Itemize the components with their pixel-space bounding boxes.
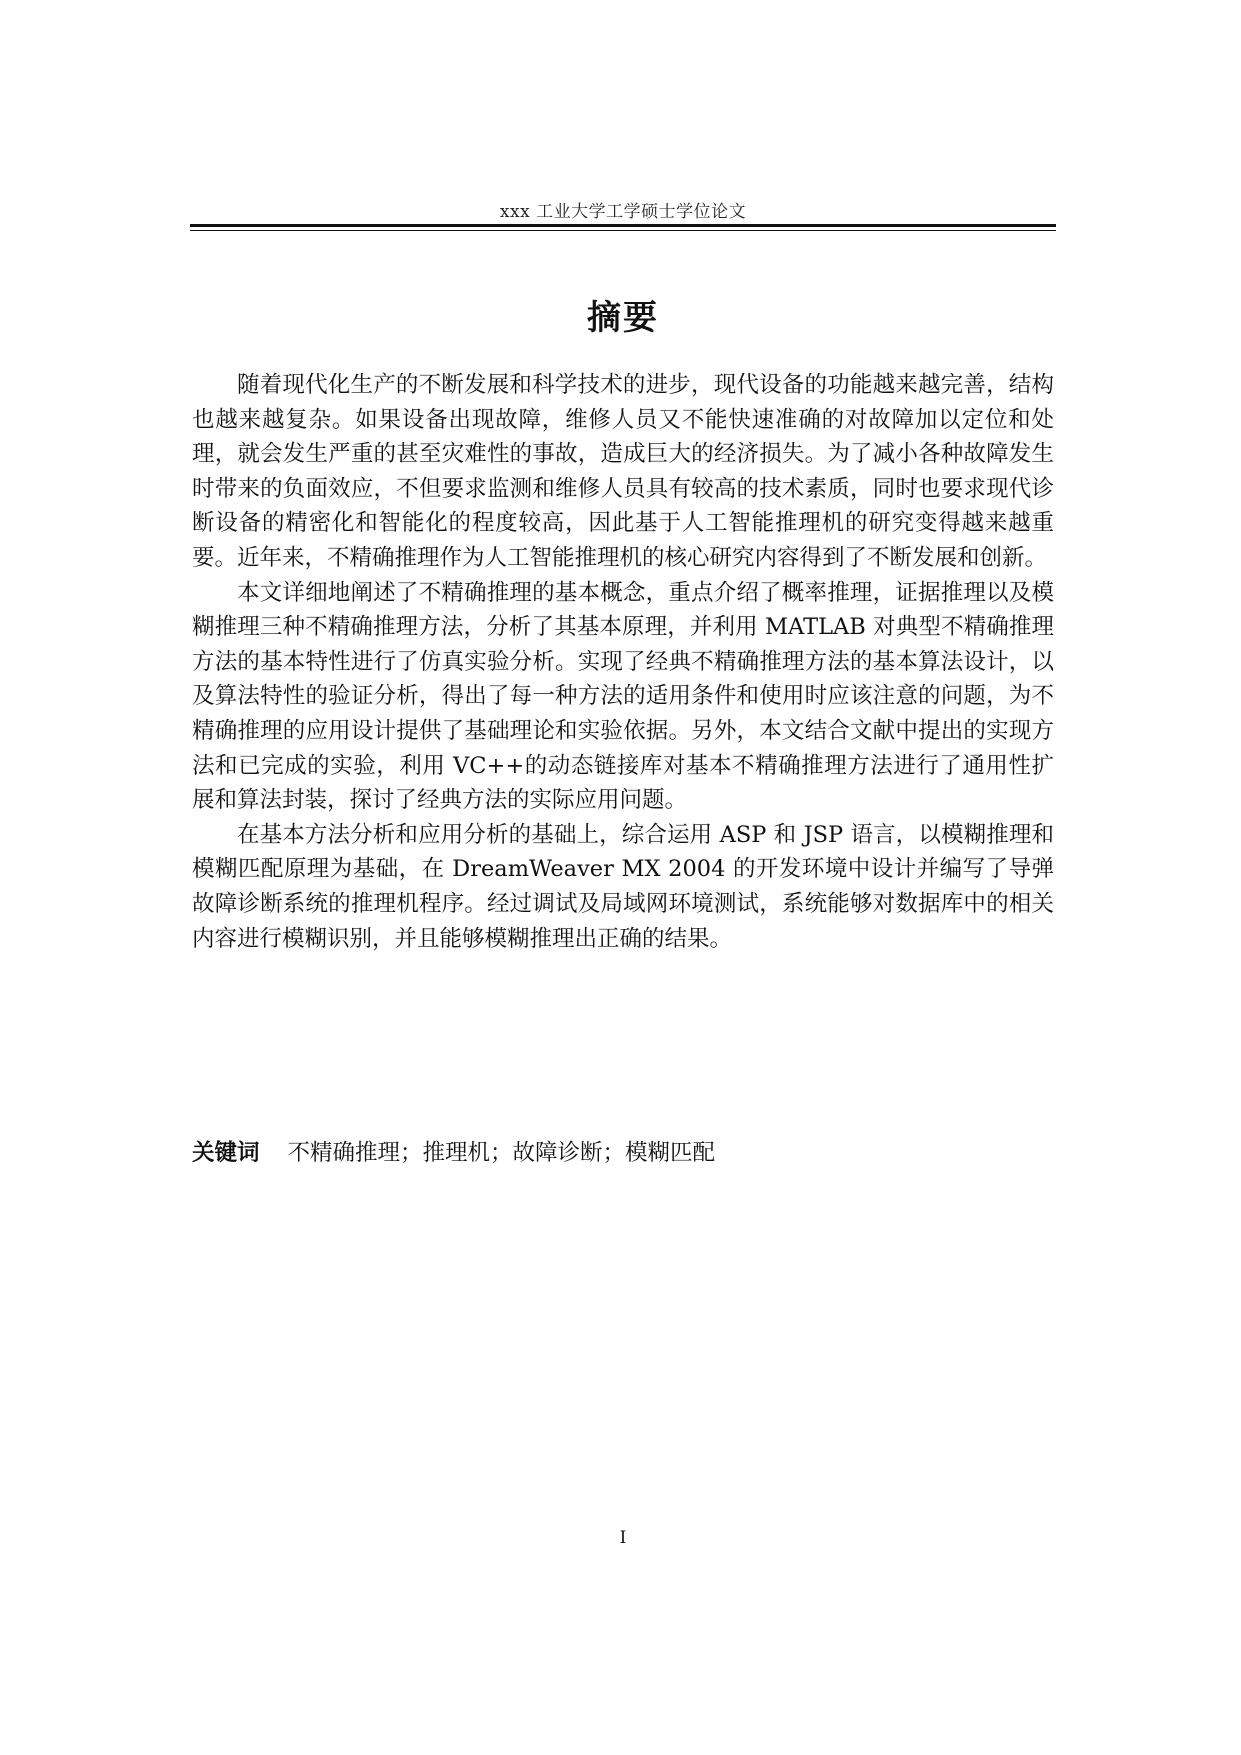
page-number: I xyxy=(619,1528,627,1548)
header-rule-thick xyxy=(190,224,1056,227)
keywords-text: 不精确推理；推理机；故障诊断；模糊匹配 xyxy=(287,1140,716,1166)
keywords-label: 关键词 xyxy=(192,1140,260,1166)
keywords-line xyxy=(192,1136,1054,1170)
abstract-paragraph-1: 随着现代化生产的不断发展和科学技术的进步，现代设备的功能越来越完善，结构也越来越复杂。如果设备出现故障，维修人员又不能快速准确的对故障加以定位和处理，就会发生严重的甚至灾难性的事故，造成巨大的经济损失。为了减小各种故障发生时带来的负面效应，不但要求监测和维修人员具有较高的技术素质，同时也要求现代诊断设备的精密化和智能化的程度较高，因此基于人工智能推理机的研究变得越来越重要。近年来，不精确推理作为人工智能推理机的核心研究内容得到了不断发展和创新。 xyxy=(192,372,1054,571)
abstract-body xyxy=(192,368,1054,956)
abstract-paragraph-3: 在基本方法分析和应用分析的基础上，综合运用 ASP 和 JSP 语言，以模糊推理和模糊匹配原理为基础，在 DreamWeaver MX 2004 的开发环境中设计并编写了导弹故障诊断系统的推理机程序。经过调试及局域网环境测试，系统能够对数据库中的相关内容进行模糊识别，并且能够模糊推理出正确的结果。 xyxy=(192,821,1054,952)
abstract-title: 摘要 xyxy=(587,298,659,338)
running-header: xxx 工业大学工学硕士学位论文 xyxy=(499,202,747,222)
abstract-paragraph-2: 本文详细地阐述了不精确推理的基本概念，重点介绍了概率推理，证据推理以及模糊推理三种不精确推理方法，分析了其基本原理，并利用 MATLAB 对典型不精确推理方法的基本特性进行了仿真实验分析。实现了经典不精确推理方法的基本算法设计，以及算法特性的验证分析，得出了每一种方法的适用条件和使用时应该注意的问题，为不精确推理的应用设计提供了基础理论和实验依据。另外，本文结合文献中提出的实现方法和已完成的实验，利用 VC++的动态链接库对基本不精确推理方法进行了通用性扩展和算法封装，探讨了经典方法的实际应用问题。 xyxy=(192,579,1054,814)
header-rule-thin xyxy=(190,230,1056,231)
